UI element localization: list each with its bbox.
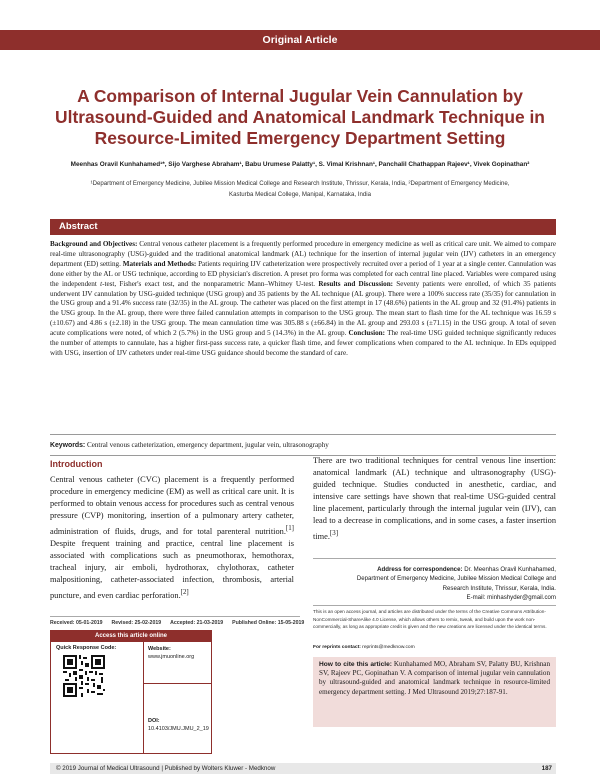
qr-code-icon[interactable] [63,655,105,697]
citation-ref[interactable]: [2] [180,588,189,597]
abstract-mm-text2: -test, Fisher's exact test, and the nonparametric Mann–Whitney U-test. [102,279,319,288]
divider [143,642,144,753]
reprints-label: For reprints contact: [313,645,361,650]
keywords-text: Central venous catheterization, emergency department, jugular vein, ultrasonography [85,441,329,449]
correspondence-line: Department of Emergency Medicine, Jubilee Mission Medical College and [356,575,556,583]
abstract-mm-label: Materials and Methods: [122,259,197,268]
introduction-paragraph [50,474,294,602]
abstract-mm-text: Patients requiring IJV catheterization were prospectively recruited over a period of 1 year at a single center. Cannulation was done either by the AL or USG technique, according to ED physician's discretion. A preset pro forma was completed for each central line placed. Variables were compared using the independent [50,259,557,288]
website-link[interactable]: www.jmuonline.org [148,654,195,660]
citation-box [313,657,556,727]
license-text: This is an open access journal, and articles are distributed under the terms of the Creative Commons Attribution-NonCommercial-ShareAlike 4.0 License, which allows others to remix, tweak, and build upon the work non-commercially, as long as appropriate credit is given and the new creations are licensed under the identical terms. [313,609,547,629]
abstract-bg-label: Background and Objectives: [50,240,138,248]
divider [143,683,211,684]
divider [313,605,556,606]
abstract-mm-italic: t [100,279,103,288]
correspondence-label: Address for correspondence: [377,566,463,573]
doi-block [148,717,210,733]
reprints-email[interactable]: reprints@medknow.com [360,645,415,650]
access-box [50,630,212,754]
article-title [40,86,560,149]
title-line: Ultrasound-Guided and Anatomical Landmark Technique in [55,107,545,127]
citation-label: How to cite this article: [319,661,392,668]
reprints-line [313,645,415,650]
title-line: Resource-Limited Emergency Department Setting [94,128,506,148]
website-block [148,645,210,661]
website-label: Website: [148,646,171,652]
citation-text: Kunhahamed MO, Abraham SV, Palatty BU, Krishnan SV, Rajeev PC, Gopinathan V. A comparison of internal jugular vein cannulation by ultrasound-guided and anatomical landmark technique in resource-limited emergency department setting. J Med Ultrasound 2019;27:187-91. [319,660,550,696]
introduction-heading: Introduction [50,459,103,469]
article-dates [50,616,305,626]
abstract-rd-label: Results and Discussion: [318,279,394,288]
right-column-text [313,455,556,543]
keywords-label: Keywords: [50,442,86,449]
citation-ref[interactable]: [1] [285,524,294,533]
abstract-header [50,219,556,235]
citation-ref[interactable]: [3] [329,529,339,538]
abstract-body [50,240,556,359]
access-heading: Access this article online [51,631,211,642]
correspondence-block [313,558,556,603]
intro-text: Central venous catheter (CVC) placement is a frequently performed procedure in emergency medicine (EM) as well as critical care unit. It is performed to obtain venous access for procedures such as central venous pressure (CVP) monitoring, insertion of a pulmonary artery catheter, administration of fluids, drugs, and for total parenteral nutrition. [50,475,294,536]
author-list: Meenhas Oravil Kunhahamed¹*, Sijo Varghese Abraham¹, Babu Urumese Palatty¹, S. Vimal Krishnan¹, Panchalil Chathappan Rajeev¹, Vivek Gopinathan² [70,161,530,168]
qr-label: Quick Response Code: [56,645,117,651]
correspondence-line: Research Institute, Thrissur, Kerala, India. [442,584,556,592]
footer-copyright: © 2019 Journal of Medical Ultrasound | Published by Wolters Kluwer - Medknow [56,765,276,772]
section-label: Original Article [262,34,338,46]
divider [50,434,556,435]
abstract-rd-text: Seventy patients were enrolled, of which 35 patients underwent IJV cannulation by USG-guided technique (USG group) and 35 patients by the AL technique (AL group). There were a 100% success rate (35/35) for cannulation in the USG group and a 91.4% success rate (32/35) in the AL group. The catheter was placed on the first attempt in 17 (48.6%) patients in the AL group and 32 (91.4%) patients in the USG group. In the AL group, there were three failed cannulation attempts in comparison to the USG group. The mean start to flash time for the AL technique was 16.59 s (±10.67) and 4.86 s (±2.18) in the USG group. The mean cannulation time was 305.88 s (±66.84) in the AL group and 293.03 s (±71.15) in the USG group. A total of seven acute complications were noted, of which 2 (5.7%) in the USG group and 5 (14.3%) in the AL group. [50,279,556,338]
page-footer [50,763,556,774]
abstract-c-text: The real-time USG guided technique significantly reduces the number of attempts to cannulate, has a higher first-pass success rate, a quicker flash time, and fewer complications when compared to the AL technique. In EDs equipped with USG, insertion of IJV catheters under real-time USG guidance should become the standard of care. [50,329,556,357]
left-column [50,459,294,602]
date-accepted: Accepted: 21-03-2019 [170,620,224,626]
date-received: Received: 05-01-2019 [50,620,103,626]
affiliation-line: Kasturba Medical College, Manipal, Karnataka, India [229,191,371,198]
correspondence-name: Dr. Meenhas Oravil Kunhahamed, [462,566,556,573]
correspondence-email[interactable]: E-mail: minhashyder@gmail.com [466,594,556,602]
date-revised: Revised: 25-02-2019 [111,620,162,626]
correspondence-line [313,565,556,574]
doi-label: DOI: [148,718,160,724]
intro-text-2: Despite frequent training and practice, central line placement is associated with complications such as pneumothorax, hemothorax, tracheal injury, air emboli, hydrothorax, chylothorax, catheter malpositioning, catheter-associated infection, thrombosis, arterial puncture, and even cardiac perforation. [50,539,294,600]
intro-right-text: There are two traditional techniques for central venous line insertion: anatomical landmark (AL) technique and ultrasonography (USG)-guided technique. Studies conducted in anesthetic, cardiac, and intensive care settings have shown that real-time USG-guided central line placement, particularly through the internal jugular vein (IJV), can lead to a decrease in complications, and in some cases, a faster insertion time. [313,456,556,542]
abstract-c-label: Conclusion: [348,329,386,338]
abstract-heading: Abstract [59,221,98,232]
date-published: Published Online: 15-05-2019 [232,620,305,626]
affiliation-line: ¹Department of Emergency Medicine, Jubilee Mission Medical College and Research Institute, Thrissur, Kerala, India, ²Department of Emergency Medicine, [90,180,510,187]
doi-link[interactable]: 10.4103/JMU.JMU_2_19 [148,726,209,732]
affiliations [40,178,560,200]
title-line: A Comparison of Internal Jugular Vein Cannulation by [77,86,523,106]
keywords [50,441,556,449]
page-number: 187 [541,765,552,772]
section-banner [0,30,600,50]
abstract-bg-text: Central venous catheter placement is a frequently performed procedure in emergency medicine as well as critical care unit. We aimed to compare real-time ultrasonography (USG)-guided and the traditional anatomical landmark (AL) technique for the insertion of internal jugular vein (IJV) catheters in an emergency department (ED) setting. [50,240,557,268]
